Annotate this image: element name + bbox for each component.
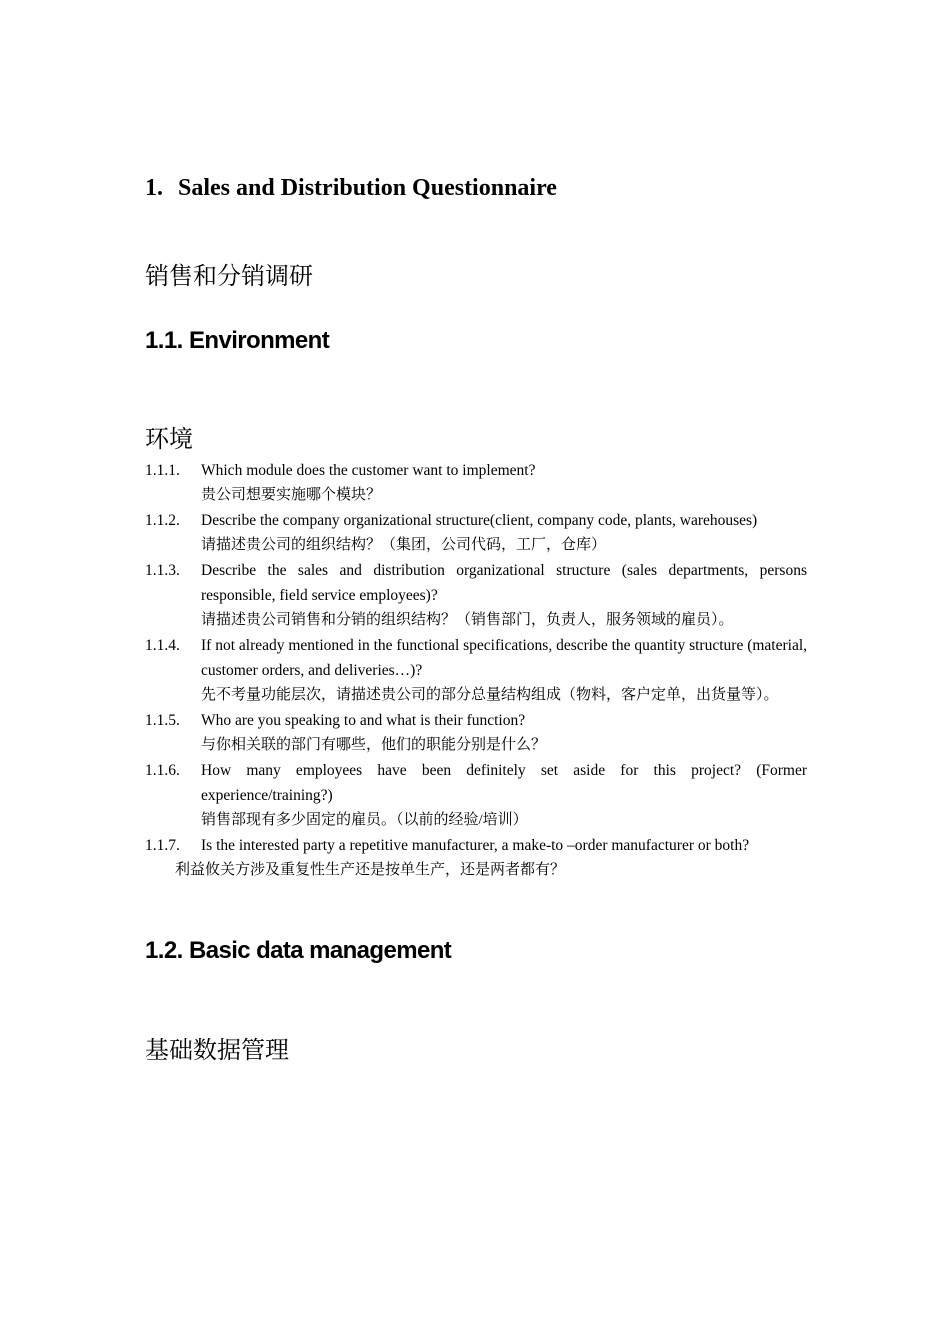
question-item (145, 833, 807, 858)
question-text-cn: 利益攸关方涉及重复性生产还是按单生产，还是两者都有？ (175, 862, 566, 878)
section-1-1-heading (145, 327, 329, 355)
question-text-en: Describe the sales and distribution organizational structure (sales departments, persons responsible, field service employees)? (201, 562, 807, 604)
section-1-2-number: 1.2. (145, 937, 183, 964)
question-text-cn: 销售部现有多少固定的雇员。（以前的经验/培训） (201, 812, 528, 828)
question-item (145, 758, 807, 833)
section-1-1-number: 1.1. (145, 327, 183, 354)
question-number: 1.1.4. (145, 637, 180, 654)
section-1-1-title-cn: 环境 (145, 425, 193, 453)
question-text-en: If not already mentioned in the functional specifications, describe the quantity structure (material, customer orders, and deliveries…)? (201, 637, 808, 679)
section-1-2-title: Basic data management (189, 937, 452, 964)
question-text-en: How many employees have been definitely set aside for this project? (Former experience/training?) (201, 762, 807, 804)
section-1-title: Sales and Distribution Questionnaire (178, 175, 557, 201)
question-text-en: Describe the company organizational structure(client, company code, plants, warehouses) (201, 512, 758, 529)
section-1-heading (145, 175, 557, 202)
section-1-1-title: Environment (189, 327, 330, 354)
question-number: 1.1.5. (145, 712, 180, 729)
question-item (145, 458, 807, 508)
environment-question-list (145, 458, 807, 883)
question-number: 1.1.3. (145, 562, 180, 579)
question-text-en: Who are you speaking to and what is their function? (201, 712, 526, 729)
question-text-cn: 贵公司想要实施哪个模块？ (201, 487, 382, 503)
section-1-2-title-cn: 基础数据管理 (145, 1036, 289, 1064)
section-1-title-cn: 销售和分销调研 (145, 262, 313, 290)
question-number: 1.1.6. (145, 762, 180, 779)
question-number: 1.1.7. (145, 837, 180, 854)
section-1-2-heading (145, 937, 451, 965)
question-item (145, 508, 807, 558)
question-text-en: Which module does the customer want to implement? (201, 462, 536, 479)
question-item (145, 633, 807, 708)
question-text-cn: 请描述贵公司销售和分销的组织结构？（销售部门，负责人，服务领域的雇员）。 (201, 612, 734, 628)
question-item (145, 558, 807, 633)
question-text-cn: 与你相关联的部门有哪些，他们的职能分别是什么？ (201, 737, 547, 753)
section-1-number: 1. (145, 175, 163, 201)
question-number: 1.1.2. (145, 512, 180, 529)
question-number: 1.1.1. (145, 462, 180, 479)
question-text-cn: 先不考量功能层次，请描述贵公司的部分总量结构组成（物料，客户定单，出货量等）。 (201, 687, 779, 703)
question-text-en: Is the interested party a repetitive manufacturer, a make-to –order manufacturer or both? (201, 837, 750, 854)
question-item (145, 708, 807, 758)
question-text-cn: 请描述贵公司的组织结构？（集团，公司代码，工厂，仓库） (201, 537, 607, 553)
